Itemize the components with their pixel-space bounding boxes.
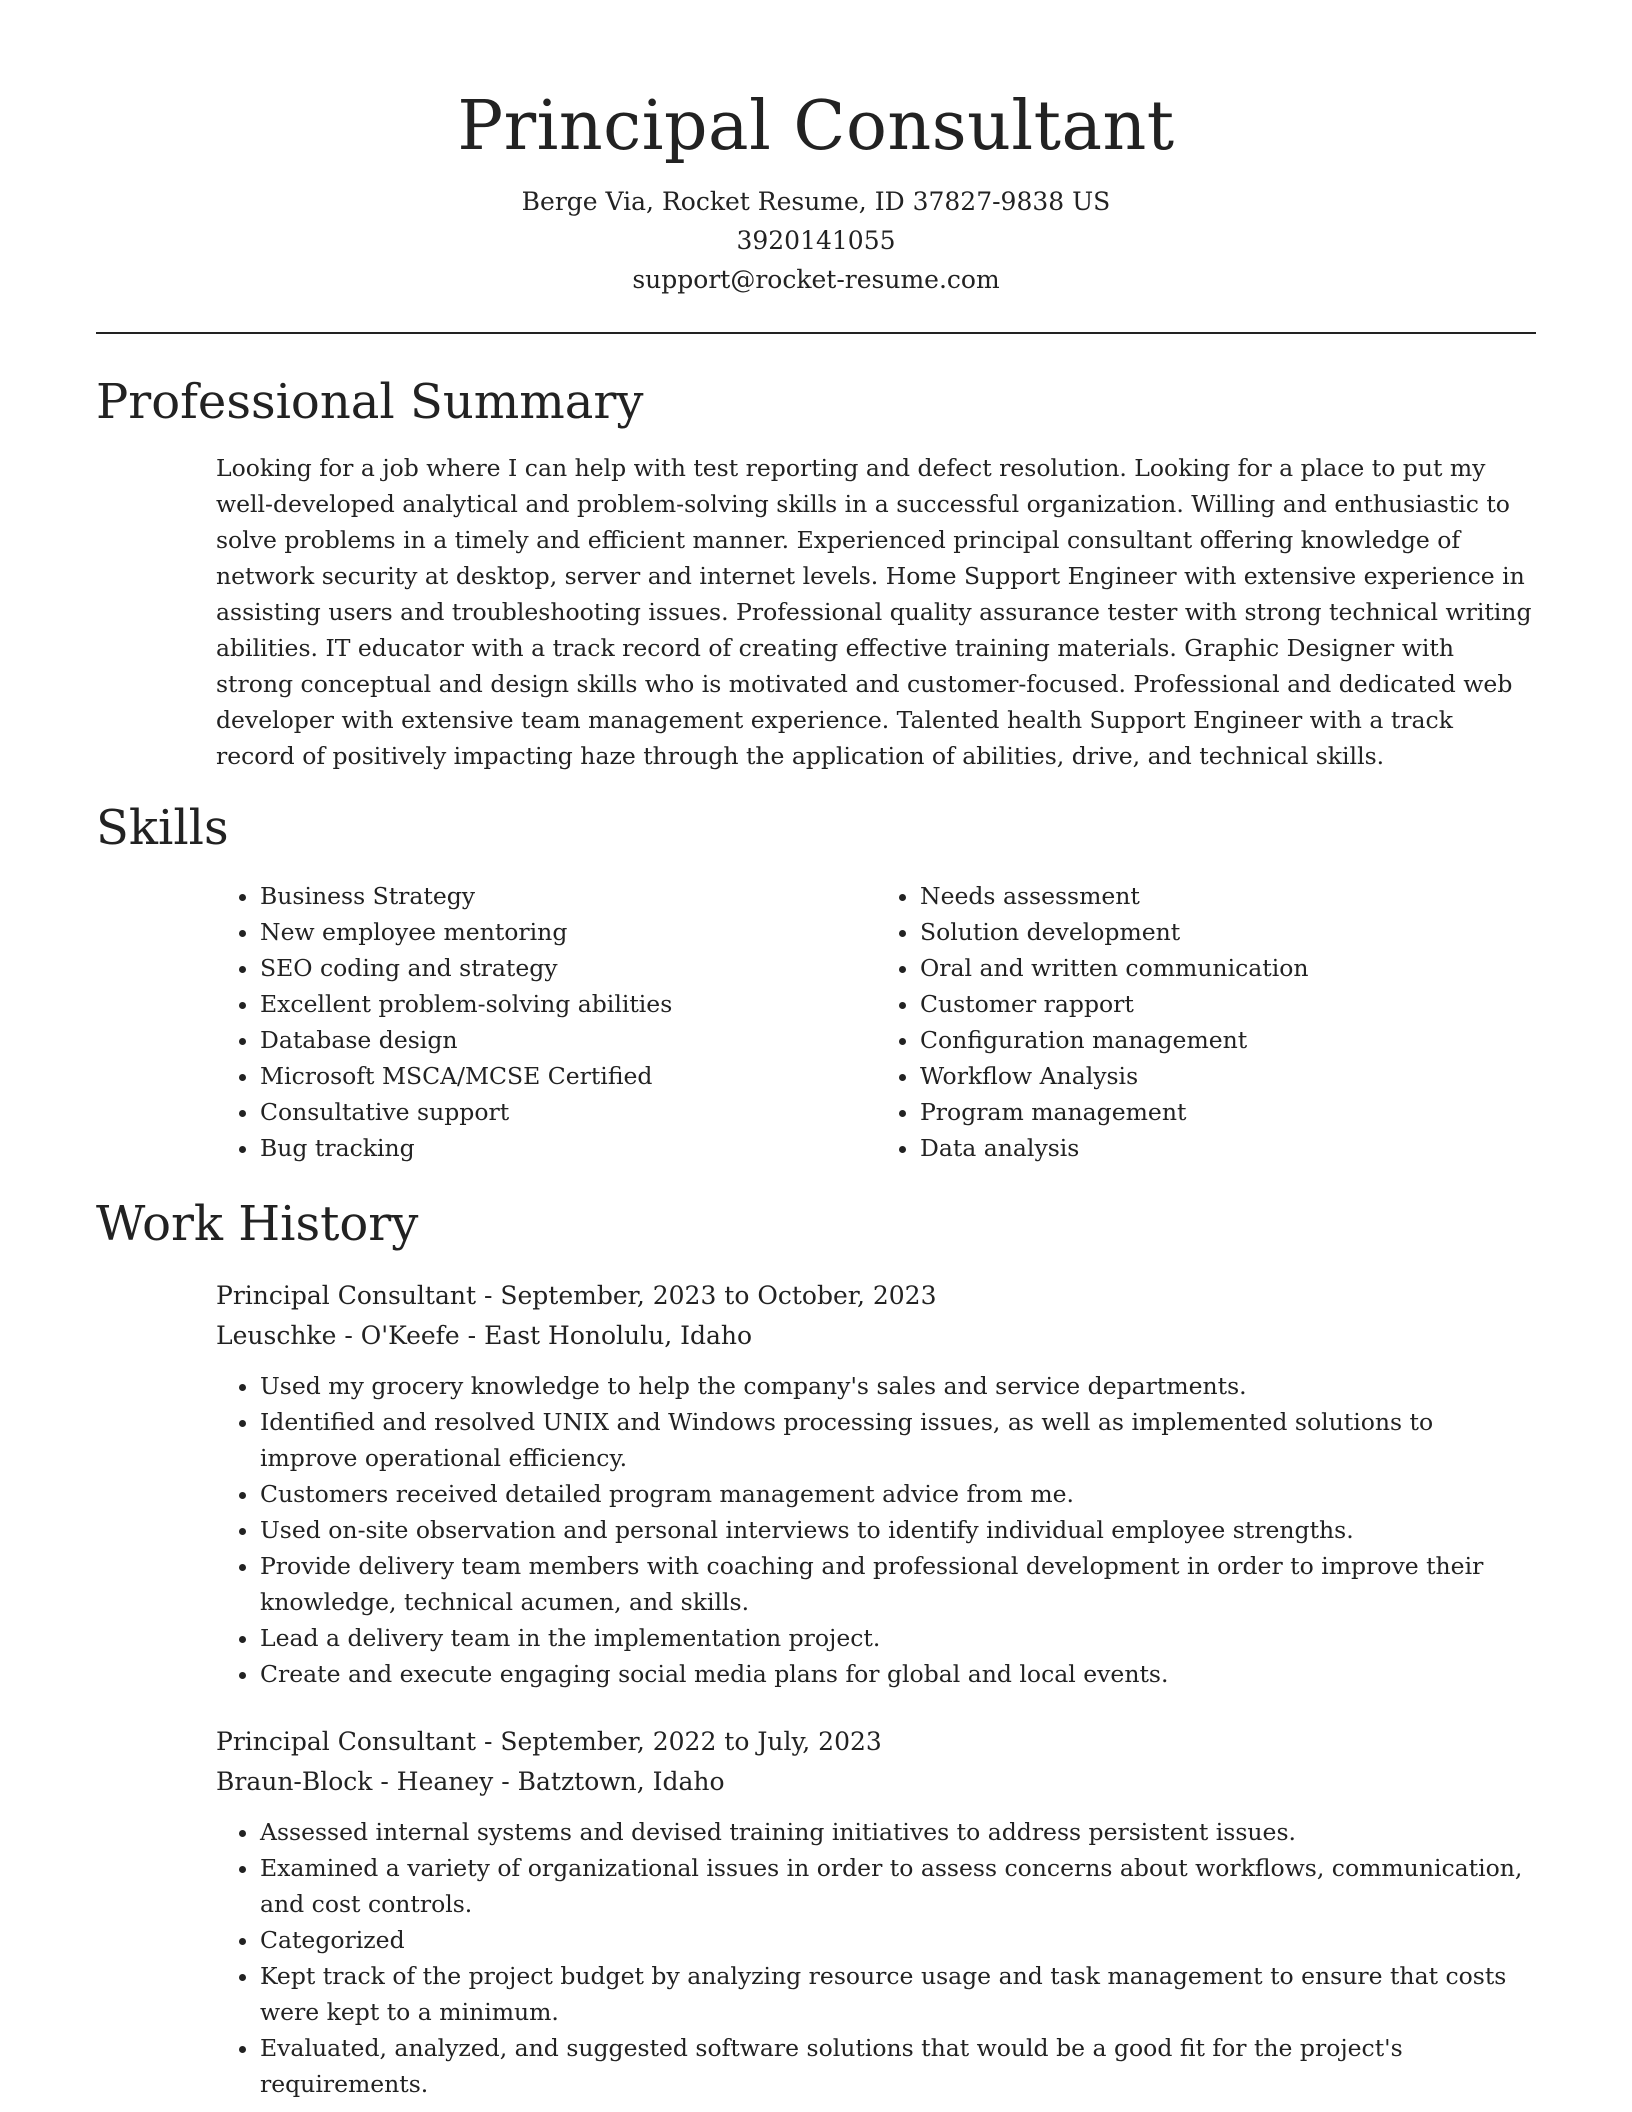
job-bullet: • Used my grocery knowledge to help the company's sales and service departments. — [260, 1368, 1536, 1404]
job-bullet: • Used on-site observation and personal interviews to identify individual employee strengths. — [260, 1512, 1536, 1548]
skill-item: • Consultative support — [260, 1094, 876, 1130]
resume-header — [96, 0, 1536, 299]
job-bullet: • Customers received detailed program management advice from me. — [260, 1476, 1536, 1512]
skill-item: • New employee mentoring — [260, 914, 876, 950]
skill-item: • Program management — [920, 1094, 1536, 1130]
job-title-line — [216, 1722, 1536, 1762]
job-location: - Batztown, Idaho — [493, 1767, 725, 1796]
skills-list — [216, 878, 1536, 1166]
job-title: Principal Consultant — [216, 1281, 477, 1310]
job-bullet: • Examined a variety of organizational issues in order to assess concerns about workflows, communication, and cost controls. — [260, 1850, 1536, 1922]
job-location: - East Honolulu, Idaho — [459, 1321, 753, 1350]
skills-column-left — [216, 878, 876, 1166]
summary-text: Looking for a job where I can help with test reporting and defect resolution. Looking for a place to put my well-developed analytical and problem-solving skills in a successful organization. Willing and enthusiastic to solve problems in a timely and efficient manner. Experienced principal consultant offering knowledge of network security at desktop, server and internet levels. Home Support Engineer with extensive experience in assisting users and troubleshooting issues. Professional quality assurance tester with strong technical writing abilities. IT educator with a track record of creating effective training materials. Graphic Designer with strong conceptual and design skills who is motivated and customer-focused. Professional and dedicated web developer with extensive team management experience. Talented health Support Engineer with a track record of positively impacting haze through the application of abilities, drive, and technical skills. — [216, 454, 1532, 770]
contact-address: Berge Via, Rocket Resume, ID 37827-9838 US — [521, 187, 1111, 216]
job-bullet: • Evaluated, analyzed, and suggested software solutions that would be a good fit for the project's requirements. — [260, 2030, 1536, 2102]
skill-item: • Configuration management — [920, 1022, 1536, 1058]
job-entry — [216, 1276, 1536, 1692]
header-divider — [96, 332, 1536, 334]
job-bullet: • Kept track of the project budget by analyzing resource usage and task management to ensure that costs were kept to a minimum. — [260, 1958, 1536, 2030]
job-bullets — [216, 1814, 1536, 2102]
skill-item: • Data analysis — [920, 1130, 1536, 1166]
job-bullet: • Create and execute engaging social media plans for global and local events. — [260, 1656, 1536, 1692]
job-bullets — [216, 1368, 1536, 1692]
job-bullet: • Lead a delivery team in the implementation project. — [260, 1620, 1536, 1656]
job-company-line — [216, 1762, 1536, 1802]
skill-item: • Business Strategy — [260, 878, 876, 914]
contact-info — [96, 182, 1536, 299]
summary-heading: Professional Summary — [96, 374, 644, 430]
skills-heading: Skills — [96, 800, 229, 856]
skill-item: • Solution development — [920, 914, 1536, 950]
job-bullet: • Provide delivery team members with coaching and professional development in order to improve their knowledge, technical acumen, and skills. — [260, 1548, 1536, 1620]
candidate-name: Principal Consultant — [457, 87, 1175, 166]
resume-page — [96, 0, 1536, 2102]
job-bullet: • Categorized — [260, 1922, 1536, 1958]
contact-email: support@rocket-resume.com — [632, 265, 1000, 294]
skill-item: • Excellent problem-solving abilities — [260, 986, 876, 1022]
job-dates: - September, 2022 to July, 2023 — [476, 1727, 882, 1756]
skill-item: • Customer rapport — [920, 986, 1536, 1022]
skill-item: • Database design — [260, 1022, 876, 1058]
job-company: Braun-Block - Heaney — [216, 1767, 494, 1796]
job-entry — [216, 1722, 1536, 2102]
contact-phone: 3920141055 — [736, 226, 896, 255]
skills-column-right — [876, 878, 1536, 1166]
job-title-line — [216, 1276, 1536, 1316]
skill-item: • SEO coding and strategy — [260, 950, 876, 986]
job-company-line — [216, 1316, 1536, 1356]
skill-item: • Microsoft MSCA/MCSE Certified — [260, 1058, 876, 1094]
skill-item: • Needs assessment — [920, 878, 1536, 914]
job-title: Principal Consultant — [216, 1727, 477, 1756]
job-bullet: • Identified and resolved UNIX and Windows processing issues, as well as implemented solutions to improve operational efficiency. — [260, 1404, 1536, 1476]
skill-item: • Oral and written communication — [920, 950, 1536, 986]
job-bullet: • Assessed internal systems and devised training initiatives to address persistent issues. — [260, 1814, 1536, 1850]
job-dates: - September, 2023 to October, 2023 — [476, 1281, 937, 1310]
skill-item: • Bug tracking — [260, 1130, 876, 1166]
job-company: Leuschke - O'Keefe — [216, 1321, 460, 1350]
work-history-heading: Work History — [96, 1196, 419, 1252]
skill-item: • Workflow Analysis — [920, 1058, 1536, 1094]
